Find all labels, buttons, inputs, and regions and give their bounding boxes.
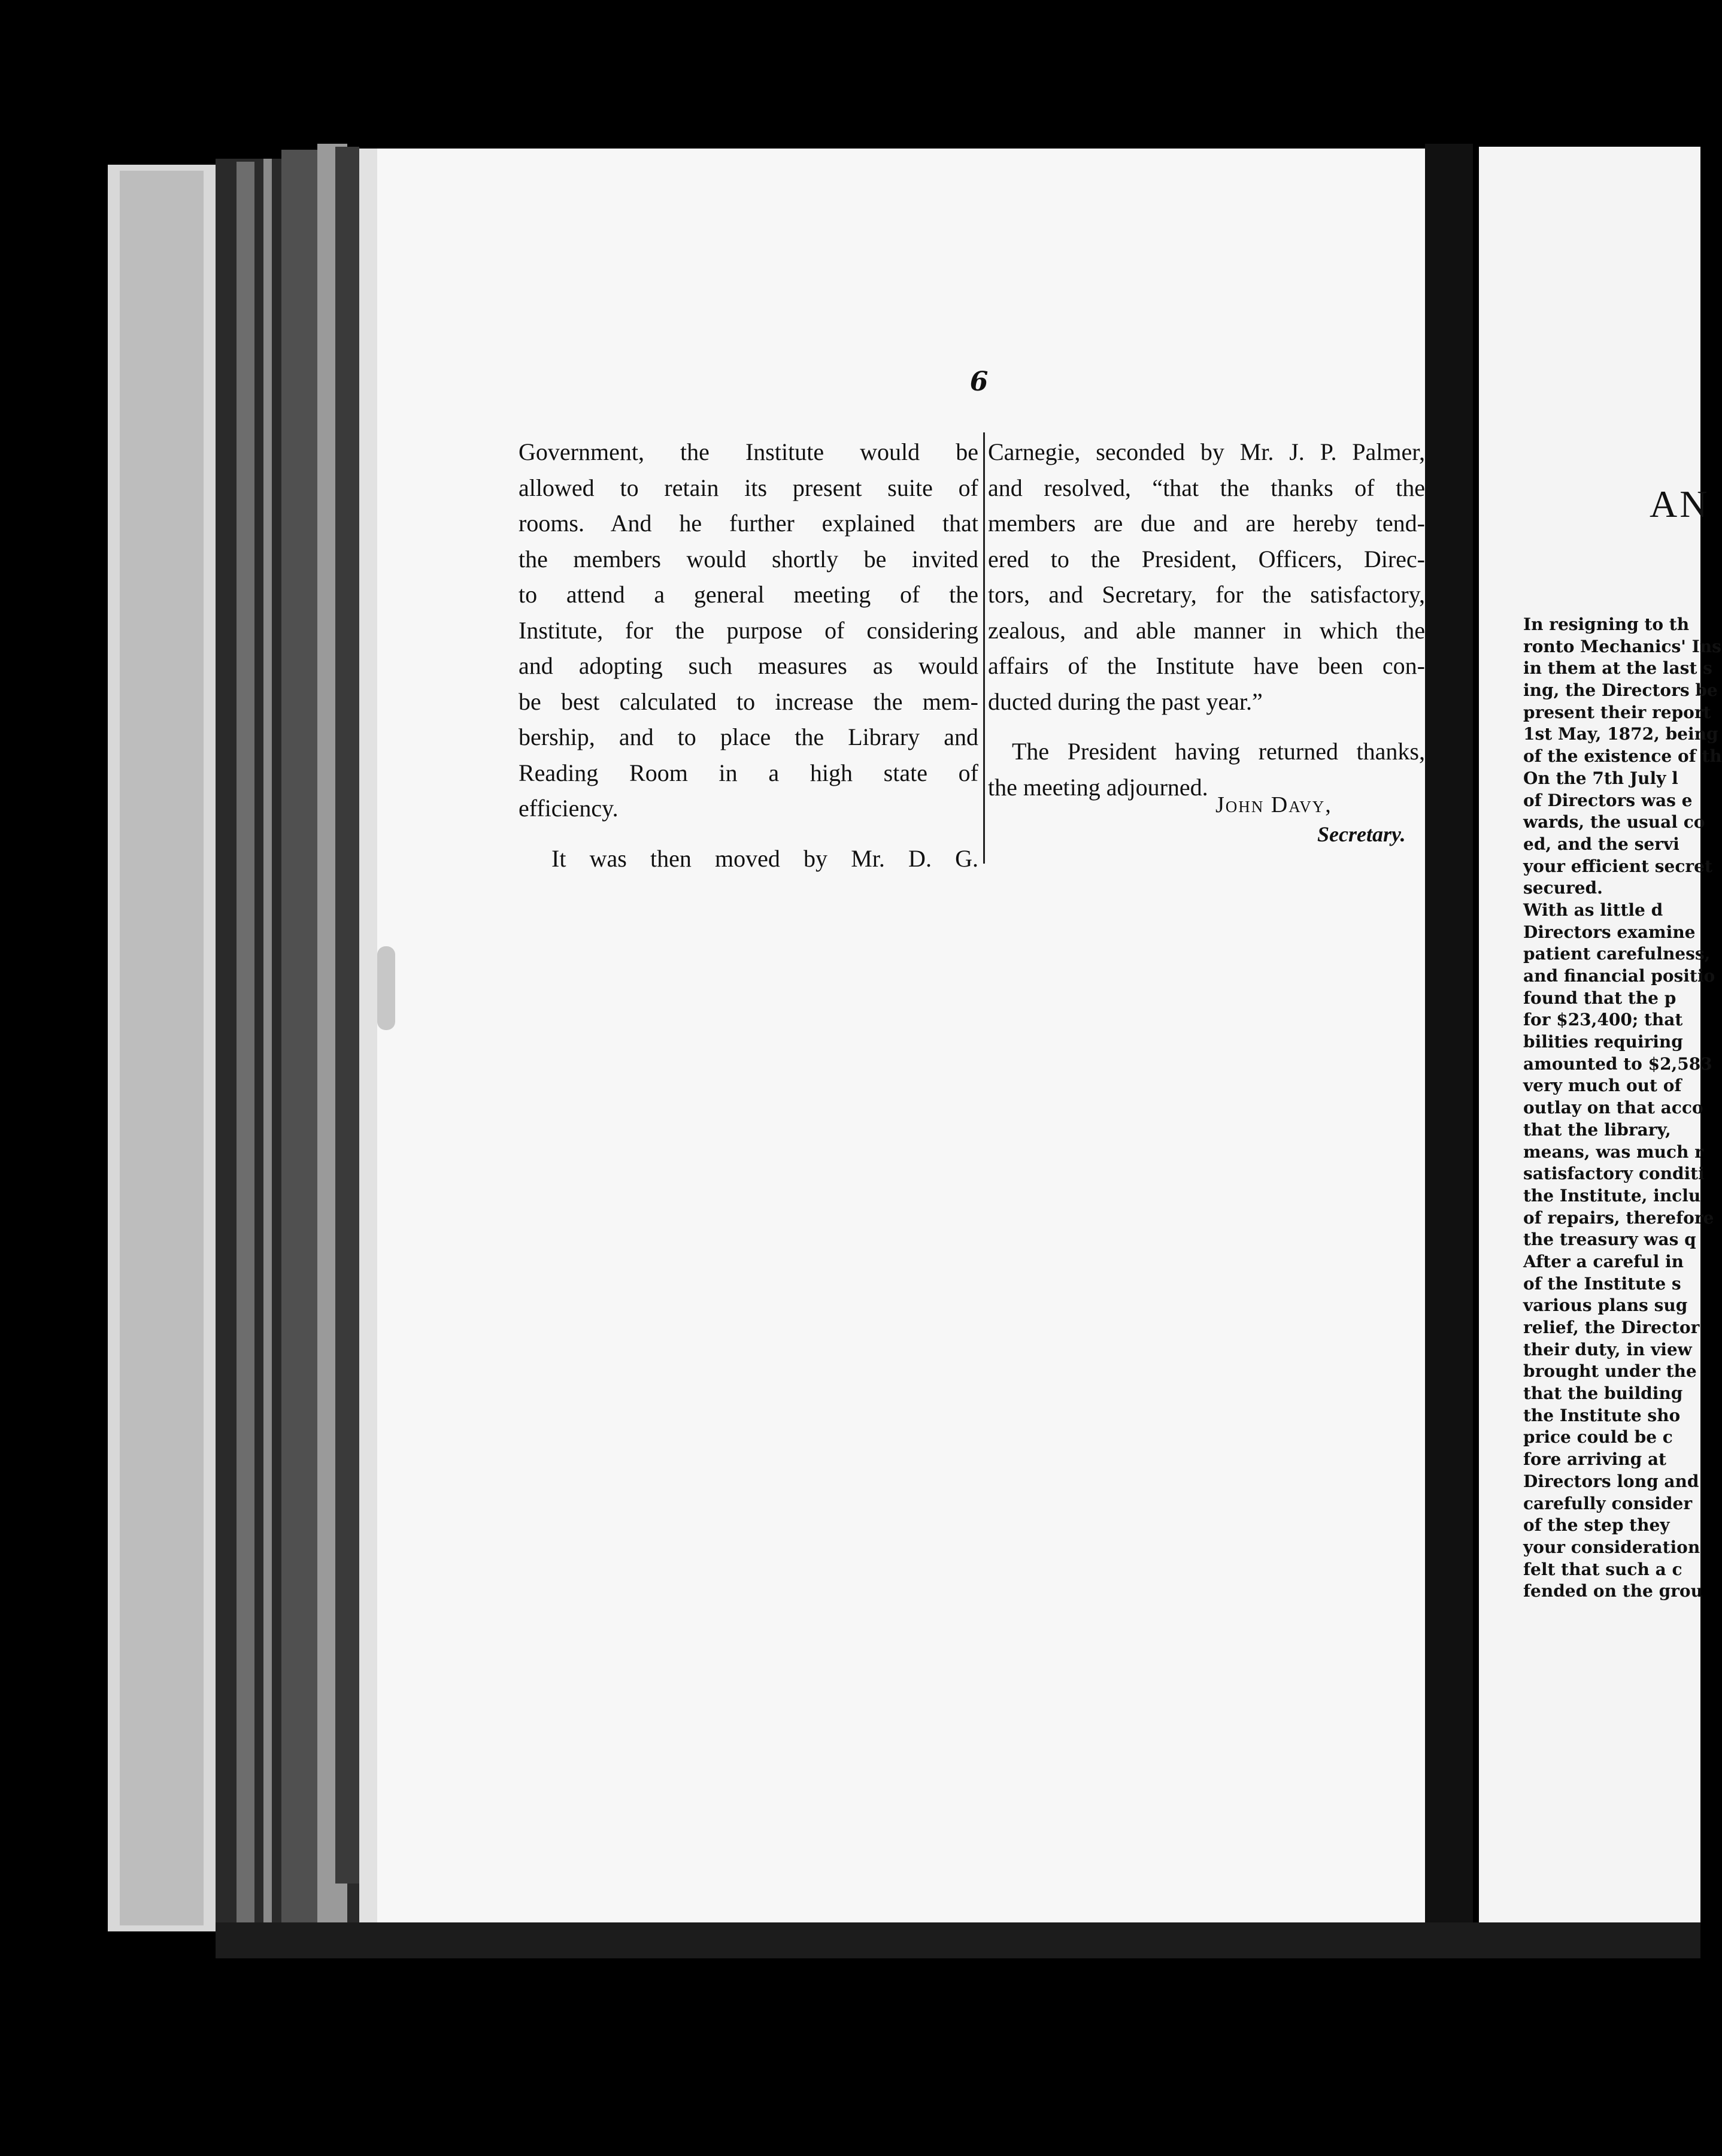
text-line: to attend a general meeting of the — [519, 581, 978, 608]
text-line: bership, and to place the Library and — [519, 723, 978, 750]
column-divider — [983, 432, 985, 864]
next-page-text-line: fended on the grou — [1523, 1581, 1703, 1601]
next-page-text-line: secured. — [1523, 878, 1603, 898]
text-line: Institute, for the purpose of considering — [519, 616, 978, 644]
next-page-text-line: satisfactory conditi — [1523, 1164, 1705, 1184]
text-line: the members would shortly be invited — [519, 545, 978, 573]
next-page-text-line: in them at the last s — [1523, 658, 1712, 679]
signature-title: Secretary. — [1317, 822, 1406, 846]
next-page-text-line: found that the p — [1523, 988, 1676, 1008]
next-page-text-line: patient carefulness, — [1523, 944, 1711, 964]
next-page-text-line: ronto Mechanics' Ins — [1523, 636, 1721, 656]
next-page-text-line: With as little d — [1523, 900, 1663, 920]
next-page-text-line: of Directors was e — [1523, 790, 1693, 810]
next-page-text-line: present their report — [1523, 702, 1711, 722]
next-page-text-line: and financial positio — [1523, 966, 1715, 986]
next-page-heading: AN — [1650, 483, 1710, 525]
next-page-text-line: their duty, in view — [1523, 1339, 1692, 1359]
right-paragraph-1 — [988, 434, 1425, 719]
text-line: zealous, and able manner in which the — [988, 616, 1425, 644]
right-text-column — [988, 434, 1425, 805]
left-paragraph-2 — [519, 841, 978, 877]
next-page-text-line: ed, and the servi — [1523, 834, 1679, 854]
next-page-text-line: brought under the — [1523, 1361, 1697, 1382]
next-page-text-column — [1523, 614, 1722, 1603]
next-page-text-line: After a careful in — [1523, 1251, 1684, 1271]
next-page-text-line: amounted to $2,583 — [1523, 1053, 1712, 1074]
next-page-text-line: of the Institute s — [1523, 1273, 1681, 1294]
next-page-text-line: for $23,400; that — [1523, 1010, 1683, 1030]
next-page-text-line: price could be c — [1523, 1427, 1673, 1448]
text-line: members are due and are hereby tend- — [988, 510, 1425, 537]
next-page-text-line: the Institute sho — [1523, 1405, 1681, 1425]
text-line: and adopting such measures as would — [519, 652, 978, 679]
next-page-text-line: very much out of — [1523, 1076, 1682, 1096]
text-line: efficiency. — [519, 795, 619, 822]
next-page-text-line: In resigning to th — [1523, 614, 1690, 634]
text-line: The President having returned thanks, — [1012, 738, 1425, 765]
page-number: 6 — [969, 367, 989, 397]
next-page-text-line: of the step they — [1523, 1515, 1670, 1536]
text-line: the meeting adjourned. — [988, 773, 1208, 801]
next-page-text-line: On the 7th July l — [1523, 768, 1678, 788]
next-page-text-line: felt that such a c — [1523, 1559, 1682, 1579]
next-page-text-line: that the library, — [1523, 1119, 1671, 1140]
next-page-text-line: means, was much r — [1523, 1141, 1703, 1162]
next-page-text-line: outlay on that acco — [1523, 1098, 1703, 1118]
text-line: Reading Room in a high state of — [519, 759, 978, 786]
next-page-text-line: Directors examine — [1523, 922, 1696, 942]
left-text-column — [519, 434, 978, 876]
next-page-text-line: of repairs, therefore — [1523, 1207, 1714, 1228]
next-page-text-line: of the existence of th — [1523, 746, 1722, 767]
left-page — [359, 149, 1425, 1922]
text-line: rooms. And he further explained that — [519, 510, 978, 537]
text-line: Carnegie, seconded by Mr. J. P. Palmer, — [988, 438, 1425, 465]
text-line: and resolved, “that the thanks of the — [988, 474, 1425, 501]
next-page-text-line: ing, the Directors be — [1523, 680, 1718, 701]
next-page-text-line: fore arriving at — [1523, 1449, 1666, 1470]
signature-name: John Davy, — [1215, 792, 1332, 817]
next-page-text-line: carefully consider — [1523, 1493, 1693, 1513]
next-page-text-line: various plans sug — [1523, 1295, 1688, 1316]
text-line: tors, and Secretary, for the satisfactory, — [988, 581, 1425, 608]
next-page-text-line: relief, the Director — [1523, 1318, 1700, 1337]
next-page-text-line: the treasury was q — [1523, 1230, 1696, 1250]
next-page-text-line: the Institute, inclu — [1523, 1185, 1701, 1206]
text-line: allowed to retain its present suite of — [519, 474, 978, 501]
next-page-text-line: wards, the usual co — [1523, 812, 1705, 832]
text-line: It was then moved by Mr. D. G. — [551, 844, 978, 872]
next-page-text-line: 1st May, 1872, being — [1523, 724, 1718, 744]
left-paragraph-1 — [519, 434, 978, 826]
text-line: ducted during the past year.” — [988, 688, 1263, 715]
text-line: affairs of the Institute have been con- — [988, 652, 1425, 679]
text-line: be best calculated to increase the mem- — [519, 688, 978, 715]
next-page-text-line: your efficient secret — [1523, 856, 1712, 876]
next-page-text-line: your consideration — [1523, 1537, 1700, 1557]
book-gutter — [1425, 144, 1473, 1934]
next-page-text-line: that the building — [1523, 1383, 1683, 1404]
right-paragraph-2 — [988, 734, 1425, 805]
next-page-text-line: bilities requiring — [1523, 1032, 1683, 1052]
next-page-text-line: Directors long and — [1523, 1471, 1699, 1491]
text-line: ered to the President, Officers, Direc- — [988, 545, 1425, 573]
text-line: Government, the Institute would be — [519, 438, 978, 465]
